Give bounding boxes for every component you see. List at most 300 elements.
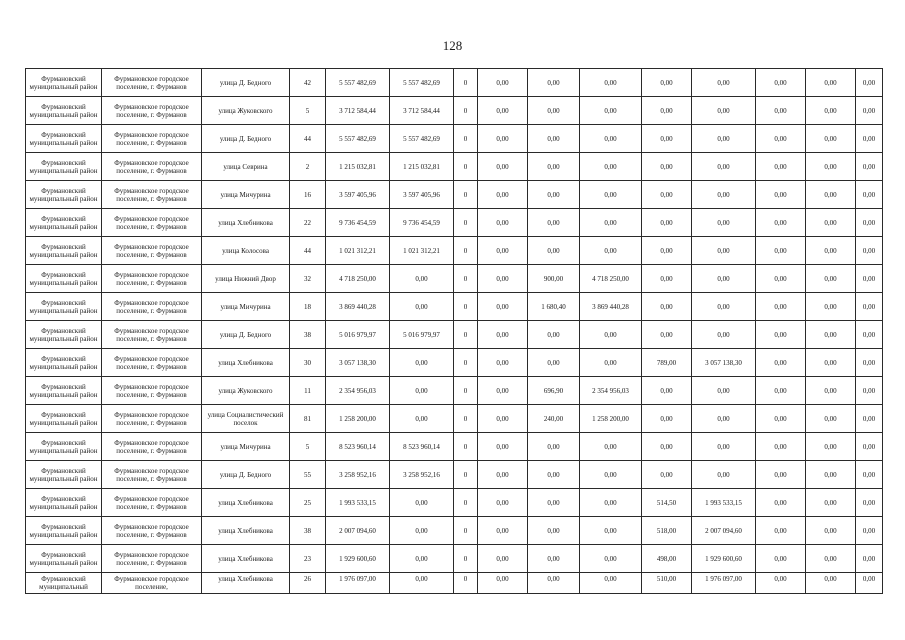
col-10-cell: 3 869 440,28 (580, 293, 642, 321)
street-cell: улица Д. Бедного (202, 461, 290, 489)
settlement-cell: Фурмановское городское поселение, г. Фурманов (102, 377, 202, 405)
total-cost-cell: 5 557 482,69 (326, 125, 390, 153)
col-12-cell: 0,00 (692, 181, 756, 209)
col-9-cell: 0,00 (528, 69, 580, 97)
municipal-district-cell: Фурмановский муниципальный район (26, 377, 102, 405)
col-8-cell: 0,00 (478, 293, 528, 321)
municipal-district-cell: Фурмановский муниципальный район (26, 265, 102, 293)
municipal-district-cell: Фурмановский муниципальный район (26, 517, 102, 545)
col-10-cell: 0,00 (580, 489, 642, 517)
settlement-cell: Фурмановское городское поселение, г. Фурманов (102, 293, 202, 321)
col-13-cell: 0,00 (756, 265, 806, 293)
house-number-cell: 30 (290, 349, 326, 377)
col-9-cell: 0,00 (528, 181, 580, 209)
col-12-cell: 0,00 (692, 97, 756, 125)
municipal-district-cell: Фурмановский муниципальный район (26, 153, 102, 181)
col-9-cell: 0,00 (528, 573, 580, 594)
total-cost-cell: 3 869 440,28 (326, 293, 390, 321)
col-14-cell: 0,00 (806, 181, 856, 209)
col-11-cell: 0,00 (642, 69, 692, 97)
col-14-cell: 0,00 (806, 69, 856, 97)
col-15-cell: 0,00 (856, 433, 883, 461)
col-14-cell: 0,00 (806, 349, 856, 377)
total-cost-cell: 1 993 533,15 (326, 489, 390, 517)
col-15-cell: 0,00 (856, 97, 883, 125)
col-6-cell: 0,00 (390, 405, 454, 433)
col-15-cell: 0,00 (856, 69, 883, 97)
col-15-cell: 0,00 (856, 349, 883, 377)
col-10-cell: 0,00 (580, 209, 642, 237)
col-12-cell: 0,00 (692, 405, 756, 433)
col-10-cell: 0,00 (580, 153, 642, 181)
municipal-district-cell: Фурмановский муниципальный район (26, 405, 102, 433)
col-11-cell: 0,00 (642, 293, 692, 321)
col-8-cell: 0,00 (478, 405, 528, 433)
col-12-cell: 0,00 (692, 265, 756, 293)
settlement-cell: Фурмановское городское поселение, г. Фурманов (102, 125, 202, 153)
municipal-district-cell: Фурмановский муниципальный район (26, 349, 102, 377)
municipal-district-cell: Фурмановский муниципальный район (26, 181, 102, 209)
house-number-cell: 18 (290, 293, 326, 321)
col-9-cell: 0,00 (528, 125, 580, 153)
settlement-cell: Фурмановское городское поселение, г. Фурманов (102, 405, 202, 433)
col-10-cell: 0,00 (580, 97, 642, 125)
col-14-cell: 0,00 (806, 321, 856, 349)
house-number-cell: 26 (290, 573, 326, 594)
street-cell: улица Хлебникова (202, 209, 290, 237)
table-row (26, 433, 883, 461)
col-6-cell: 3 258 952,16 (390, 461, 454, 489)
col-7-cell: 0 (454, 573, 478, 594)
table-row (26, 125, 883, 153)
settlement-cell: Фурмановское городское поселение, г. Фурманов (102, 433, 202, 461)
col-10-cell: 4 718 250,00 (580, 265, 642, 293)
street-cell: улица Хлебникова (202, 349, 290, 377)
municipal-district-cell: Фурмановский муниципальный район (26, 125, 102, 153)
col-7-cell: 0 (454, 377, 478, 405)
house-number-cell: 38 (290, 321, 326, 349)
street-cell: улица Хлебникова (202, 489, 290, 517)
street-cell: улица Д. Бедного (202, 321, 290, 349)
total-cost-cell: 9 736 454,59 (326, 209, 390, 237)
municipal-district-cell: Фурмановский муниципальный район (26, 489, 102, 517)
col-15-cell: 0,00 (856, 209, 883, 237)
col-13-cell: 0,00 (756, 489, 806, 517)
col-15-cell: 0,00 (856, 321, 883, 349)
col-7-cell: 0 (454, 293, 478, 321)
table-row (26, 349, 883, 377)
col-6-cell: 1 215 032,81 (390, 153, 454, 181)
settlement-cell: Фурмановское городское поселение, г. Фурманов (102, 153, 202, 181)
col-13-cell: 0,00 (756, 405, 806, 433)
col-15-cell: 0,00 (856, 293, 883, 321)
street-cell: улица Мичурина (202, 181, 290, 209)
col-12-cell: 1 976 097,00 (692, 573, 756, 594)
col-14-cell: 0,00 (806, 517, 856, 545)
col-10-cell: 0,00 (580, 545, 642, 573)
col-7-cell: 0 (454, 545, 478, 573)
col-11-cell: 0,00 (642, 153, 692, 181)
col-10-cell: 2 354 956,03 (580, 377, 642, 405)
col-14-cell: 0,00 (806, 433, 856, 461)
settlement-cell: Фурмановское городское поселение, г. Фурманов (102, 349, 202, 377)
table-row (26, 573, 883, 594)
col-11-cell: 0,00 (642, 265, 692, 293)
street-cell: улица Мичурина (202, 293, 290, 321)
col-8-cell: 0,00 (478, 517, 528, 545)
col-6-cell: 8 523 960,14 (390, 433, 454, 461)
col-10-cell: 1 258 200,00 (580, 405, 642, 433)
col-14-cell: 0,00 (806, 265, 856, 293)
col-9-cell: 0,00 (528, 433, 580, 461)
col-14-cell: 0,00 (806, 209, 856, 237)
col-6-cell: 0,00 (390, 377, 454, 405)
table-row (26, 377, 883, 405)
table-row (26, 489, 883, 517)
col-13-cell: 0,00 (756, 209, 806, 237)
col-14-cell: 0,00 (806, 153, 856, 181)
col-13-cell: 0,00 (756, 293, 806, 321)
col-9-cell: 0,00 (528, 321, 580, 349)
col-12-cell: 0,00 (692, 293, 756, 321)
col-11-cell: 514,50 (642, 489, 692, 517)
col-7-cell: 0 (454, 153, 478, 181)
col-11-cell: 0,00 (642, 209, 692, 237)
col-8-cell: 0,00 (478, 97, 528, 125)
settlement-cell: Фурмановское городское поселение, (102, 573, 202, 594)
col-13-cell: 0,00 (756, 321, 806, 349)
col-13-cell: 0,00 (756, 181, 806, 209)
col-11-cell: 0,00 (642, 433, 692, 461)
col-14-cell: 0,00 (806, 125, 856, 153)
table-row (26, 209, 883, 237)
col-12-cell: 0,00 (692, 153, 756, 181)
col-12-cell: 0,00 (692, 377, 756, 405)
col-11-cell: 0,00 (642, 461, 692, 489)
col-8-cell: 0,00 (478, 153, 528, 181)
table-row (26, 321, 883, 349)
table-body (26, 69, 883, 594)
total-cost-cell: 2 354 956,03 (326, 377, 390, 405)
col-6-cell: 3 597 405,96 (390, 181, 454, 209)
table-row (26, 69, 883, 97)
col-12-cell: 0,00 (692, 237, 756, 265)
col-8-cell: 0,00 (478, 237, 528, 265)
total-cost-cell: 1 258 200,00 (326, 405, 390, 433)
col-8-cell: 0,00 (478, 573, 528, 594)
house-number-cell: 16 (290, 181, 326, 209)
col-12-cell: 0,00 (692, 69, 756, 97)
settlement-cell: Фурмановское городское поселение, г. Фурманов (102, 209, 202, 237)
col-14-cell: 0,00 (806, 545, 856, 573)
house-number-cell: 32 (290, 265, 326, 293)
col-13-cell: 0,00 (756, 69, 806, 97)
col-10-cell: 0,00 (580, 181, 642, 209)
col-14-cell: 0,00 (806, 461, 856, 489)
col-15-cell: 0,00 (856, 489, 883, 517)
col-9-cell: 0,00 (528, 461, 580, 489)
col-10-cell: 0,00 (580, 517, 642, 545)
table-row (26, 265, 883, 293)
col-14-cell: 0,00 (806, 377, 856, 405)
col-13-cell: 0,00 (756, 125, 806, 153)
col-8-cell: 0,00 (478, 181, 528, 209)
col-9-cell: 0,00 (528, 97, 580, 125)
col-8-cell: 0,00 (478, 433, 528, 461)
col-9-cell: 696,90 (528, 377, 580, 405)
col-15-cell: 0,00 (856, 153, 883, 181)
col-7-cell: 0 (454, 237, 478, 265)
col-8-cell: 0,00 (478, 321, 528, 349)
col-13-cell: 0,00 (756, 545, 806, 573)
col-15-cell: 0,00 (856, 405, 883, 433)
street-cell: улица Жуковского (202, 377, 290, 405)
col-12-cell: 0,00 (692, 433, 756, 461)
col-6-cell: 9 736 454,59 (390, 209, 454, 237)
col-13-cell: 0,00 (756, 461, 806, 489)
col-8-cell: 0,00 (478, 489, 528, 517)
total-cost-cell: 1 976 097,00 (326, 573, 390, 594)
house-number-cell: 23 (290, 545, 326, 573)
col-6-cell: 0,00 (390, 573, 454, 594)
house-number-cell: 38 (290, 517, 326, 545)
col-13-cell: 0,00 (756, 433, 806, 461)
total-cost-cell: 1 021 312,21 (326, 237, 390, 265)
col-15-cell: 0,00 (856, 377, 883, 405)
municipal-district-cell: Фурмановский муниципальный район (26, 97, 102, 125)
col-7-cell: 0 (454, 265, 478, 293)
settlement-cell: Фурмановское городское поселение, г. Фурманов (102, 265, 202, 293)
street-cell: улица Нижний Двор (202, 265, 290, 293)
total-cost-cell: 3 258 952,16 (326, 461, 390, 489)
total-cost-cell: 5 016 979,97 (326, 321, 390, 349)
col-11-cell: 0,00 (642, 237, 692, 265)
col-7-cell: 0 (454, 97, 478, 125)
house-number-cell: 25 (290, 489, 326, 517)
col-12-cell: 1 993 533,15 (692, 489, 756, 517)
col-11-cell: 0,00 (642, 181, 692, 209)
col-8-cell: 0,00 (478, 209, 528, 237)
settlement-cell: Фурмановское городское поселение, г. Фурманов (102, 517, 202, 545)
settlement-cell: Фурмановское городское поселение, г. Фурманов (102, 69, 202, 97)
house-number-cell: 11 (290, 377, 326, 405)
col-15-cell: 0,00 (856, 461, 883, 489)
col-13-cell: 0,00 (756, 153, 806, 181)
col-10-cell: 0,00 (580, 321, 642, 349)
col-10-cell: 0,00 (580, 349, 642, 377)
col-8-cell: 0,00 (478, 545, 528, 573)
total-cost-cell: 1 929 600,60 (326, 545, 390, 573)
settlement-cell: Фурмановское городское поселение, г. Фурманов (102, 97, 202, 125)
col-7-cell: 0 (454, 125, 478, 153)
col-14-cell: 0,00 (806, 97, 856, 125)
col-7-cell: 0 (454, 69, 478, 97)
col-12-cell: 2 007 094,60 (692, 517, 756, 545)
col-7-cell: 0 (454, 321, 478, 349)
col-15-cell: 0,00 (856, 573, 883, 594)
settlement-cell: Фурмановское городское поселение, г. Фурманов (102, 461, 202, 489)
col-7-cell: 0 (454, 209, 478, 237)
col-12-cell: 0,00 (692, 461, 756, 489)
col-8-cell: 0,00 (478, 461, 528, 489)
page-number: 128 (442, 38, 463, 53)
col-14-cell: 0,00 (806, 237, 856, 265)
street-cell: улица Хлебникова (202, 517, 290, 545)
settlement-cell: Фурмановское городское поселение, г. Фурманов (102, 321, 202, 349)
col-14-cell: 0,00 (806, 293, 856, 321)
col-6-cell: 3 712 584,44 (390, 97, 454, 125)
col-9-cell: 0,00 (528, 349, 580, 377)
col-10-cell: 0,00 (580, 433, 642, 461)
municipal-district-cell: Фурмановский муниципальный район (26, 433, 102, 461)
col-7-cell: 0 (454, 461, 478, 489)
table-row (26, 97, 883, 125)
table-row (26, 545, 883, 573)
col-6-cell: 1 021 312,21 (390, 237, 454, 265)
col-9-cell: 0,00 (528, 209, 580, 237)
municipal-district-cell: Фурмановский муниципальный район (26, 209, 102, 237)
col-9-cell: 900,00 (528, 265, 580, 293)
col-6-cell: 0,00 (390, 265, 454, 293)
street-cell: улица Севрина (202, 153, 290, 181)
col-14-cell: 0,00 (806, 573, 856, 594)
col-6-cell: 5 557 482,69 (390, 125, 454, 153)
col-15-cell: 0,00 (856, 181, 883, 209)
col-6-cell: 0,00 (390, 349, 454, 377)
street-cell: улица Хлебникова (202, 545, 290, 573)
house-number-cell: 22 (290, 209, 326, 237)
settlement-cell: Фурмановское городское поселение, г. Фурманов (102, 181, 202, 209)
col-11-cell: 0,00 (642, 125, 692, 153)
settlement-cell: Фурмановское городское поселение, г. Фурманов (102, 489, 202, 517)
table-row (26, 153, 883, 181)
data-table (25, 68, 883, 594)
col-8-cell: 0,00 (478, 377, 528, 405)
col-6-cell: 5 016 979,97 (390, 321, 454, 349)
col-7-cell: 0 (454, 349, 478, 377)
col-13-cell: 0,00 (756, 237, 806, 265)
col-12-cell: 0,00 (692, 209, 756, 237)
col-6-cell: 0,00 (390, 293, 454, 321)
col-8-cell: 0,00 (478, 125, 528, 153)
street-cell: улица Жуковского (202, 97, 290, 125)
municipal-district-cell: Фурмановский муниципальный район (26, 237, 102, 265)
col-13-cell: 0,00 (756, 377, 806, 405)
col-11-cell: 0,00 (642, 405, 692, 433)
col-10-cell: 0,00 (580, 125, 642, 153)
house-number-cell: 44 (290, 237, 326, 265)
table-row (26, 461, 883, 489)
house-number-cell: 55 (290, 461, 326, 489)
street-cell: улица Колосова (202, 237, 290, 265)
total-cost-cell: 3 057 138,30 (326, 349, 390, 377)
col-9-cell: 1 680,40 (528, 293, 580, 321)
col-14-cell: 0,00 (806, 405, 856, 433)
table-row (26, 517, 883, 545)
col-9-cell: 0,00 (528, 545, 580, 573)
total-cost-cell: 3 712 584,44 (326, 97, 390, 125)
col-9-cell: 0,00 (528, 153, 580, 181)
col-6-cell: 0,00 (390, 517, 454, 545)
col-11-cell: 0,00 (642, 321, 692, 349)
total-cost-cell: 1 215 032,81 (326, 153, 390, 181)
settlement-cell: Фурмановское городское поселение, г. Фурманов (102, 237, 202, 265)
col-10-cell: 0,00 (580, 461, 642, 489)
col-15-cell: 0,00 (856, 517, 883, 545)
total-cost-cell: 2 007 094,60 (326, 517, 390, 545)
house-number-cell: 5 (290, 97, 326, 125)
col-13-cell: 0,00 (756, 573, 806, 594)
settlement-cell: Фурмановское городское поселение, г. Фурманов (102, 545, 202, 573)
municipal-district-cell: Фурмановский муниципальный район (26, 545, 102, 573)
col-13-cell: 0,00 (756, 349, 806, 377)
col-8-cell: 0,00 (478, 349, 528, 377)
col-15-cell: 0,00 (856, 265, 883, 293)
col-11-cell: 510,00 (642, 573, 692, 594)
house-number-cell: 2 (290, 153, 326, 181)
total-cost-cell: 5 557 482,69 (326, 69, 390, 97)
col-7-cell: 0 (454, 181, 478, 209)
table-row (26, 405, 883, 433)
col-13-cell: 0,00 (756, 517, 806, 545)
col-7-cell: 0 (454, 517, 478, 545)
col-6-cell: 0,00 (390, 489, 454, 517)
col-12-cell: 3 057 138,30 (692, 349, 756, 377)
col-8-cell: 0,00 (478, 69, 528, 97)
table-row (26, 237, 883, 265)
table-row (26, 293, 883, 321)
col-11-cell: 0,00 (642, 97, 692, 125)
col-12-cell: 1 929 600,60 (692, 545, 756, 573)
col-11-cell: 0,00 (642, 377, 692, 405)
house-number-cell: 42 (290, 69, 326, 97)
col-15-cell: 0,00 (856, 545, 883, 573)
total-cost-cell: 8 523 960,14 (326, 433, 390, 461)
col-15-cell: 0,00 (856, 237, 883, 265)
table-row (26, 181, 883, 209)
municipal-district-cell: Фурмановский муниципальный (26, 573, 102, 594)
col-12-cell: 0,00 (692, 321, 756, 349)
col-12-cell: 0,00 (692, 125, 756, 153)
col-7-cell: 0 (454, 405, 478, 433)
col-9-cell: 0,00 (528, 489, 580, 517)
house-number-cell: 81 (290, 405, 326, 433)
col-6-cell: 0,00 (390, 545, 454, 573)
col-11-cell: 518,00 (642, 517, 692, 545)
house-number-cell: 5 (290, 433, 326, 461)
house-number-cell: 44 (290, 125, 326, 153)
municipal-district-cell: Фурмановский муниципальный район (26, 321, 102, 349)
col-10-cell: 0,00 (580, 69, 642, 97)
street-cell: улица Д. Бедного (202, 69, 290, 97)
total-cost-cell: 3 597 405,96 (326, 181, 390, 209)
col-9-cell: 0,00 (528, 517, 580, 545)
col-11-cell: 789,00 (642, 349, 692, 377)
col-6-cell: 5 557 482,69 (390, 69, 454, 97)
col-9-cell: 240,00 (528, 405, 580, 433)
col-9-cell: 0,00 (528, 237, 580, 265)
street-cell: улица Хлебникова (202, 573, 290, 594)
col-7-cell: 0 (454, 433, 478, 461)
col-7-cell: 0 (454, 489, 478, 517)
total-cost-cell: 4 718 250,00 (326, 265, 390, 293)
col-10-cell: 0,00 (580, 237, 642, 265)
col-14-cell: 0,00 (806, 489, 856, 517)
col-15-cell: 0,00 (856, 125, 883, 153)
municipal-district-cell: Фурмановский муниципальный район (26, 461, 102, 489)
col-11-cell: 498,00 (642, 545, 692, 573)
col-8-cell: 0,00 (478, 265, 528, 293)
